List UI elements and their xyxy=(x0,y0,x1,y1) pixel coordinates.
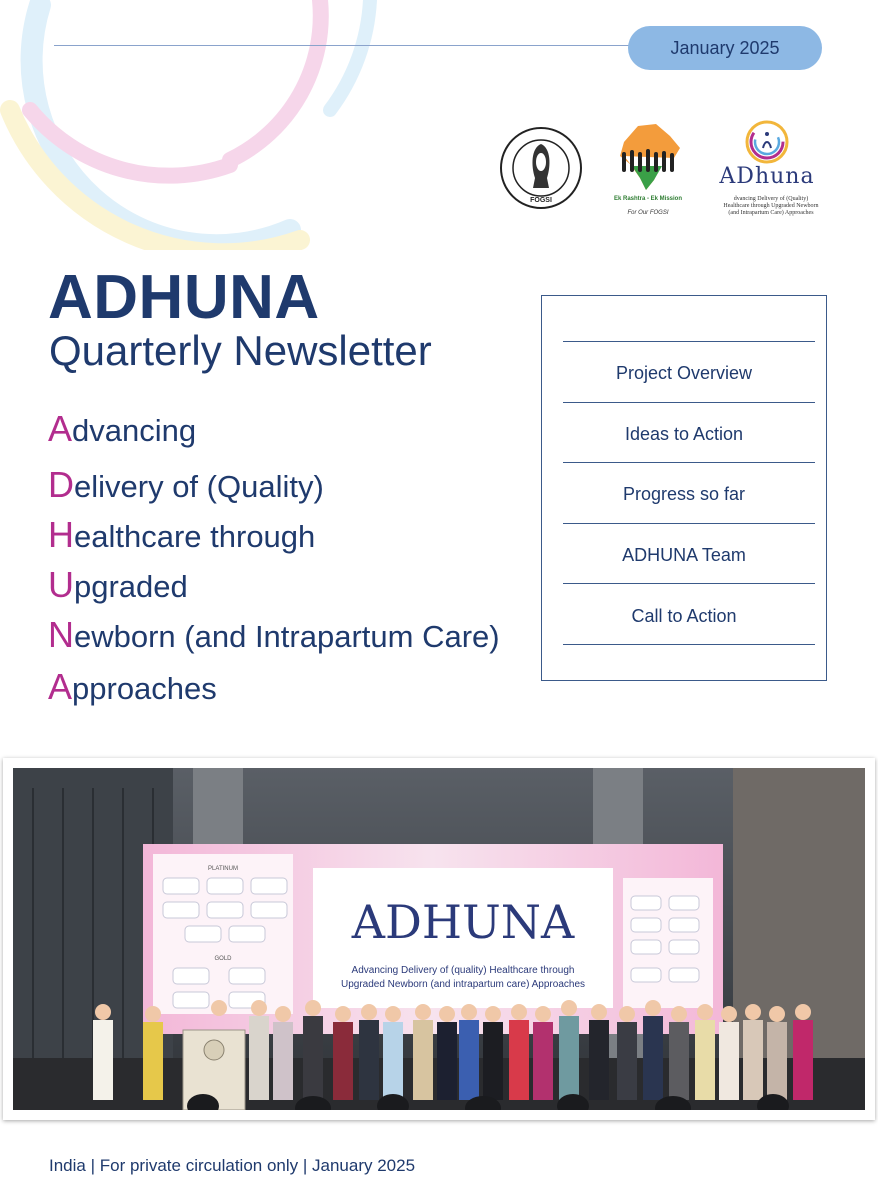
acronym-word: dvancing xyxy=(72,413,197,448)
ek-rashtra-logo xyxy=(608,122,688,218)
acronym-word: ewborn (and Intrapartum Care) xyxy=(74,619,500,654)
acronym-letter: H xyxy=(48,514,74,555)
sponsor-tier-platinum: PLATINUM xyxy=(208,866,238,872)
acronym-line-delivery xyxy=(48,464,324,506)
acronym-line-approaches xyxy=(48,666,217,708)
sponsor-tier-gold: GOLD xyxy=(214,956,232,962)
toc-divider xyxy=(563,644,815,645)
acronym-line-upgraded xyxy=(48,564,188,606)
newsletter-subtitle: Quarterly Newsletter xyxy=(49,327,432,374)
fogsi-logo xyxy=(499,126,583,210)
acronym-word: ealthcare through xyxy=(74,519,316,554)
event-photo xyxy=(13,768,865,1110)
event-photo-frame xyxy=(3,758,875,1120)
ek-rashtra-subline: For Our FOGSI xyxy=(627,210,669,216)
toc-divider xyxy=(563,583,815,584)
toc-item-project-overview[interactable]: Project Overview xyxy=(615,363,753,383)
acronym-word: elivery of (Quality) xyxy=(74,469,324,504)
acronym-line-newborn xyxy=(48,614,500,656)
acronym-letter: A xyxy=(48,408,73,449)
adhuna-logo xyxy=(711,120,831,220)
acronym-line-advancing xyxy=(48,408,196,450)
toc-item-ideas-to-action[interactable]: Ideas to Action xyxy=(624,424,744,444)
toc-item-progress[interactable]: Progress so far xyxy=(622,484,746,504)
acronym-letter: U xyxy=(48,564,74,605)
acronym-word: pproaches xyxy=(72,671,217,706)
partner-logos xyxy=(496,118,836,228)
toc-divider xyxy=(563,462,815,463)
toc-divider xyxy=(563,402,815,403)
adhuna-emblem-icon xyxy=(711,120,831,168)
newsletter-title: ADHUNA xyxy=(48,263,320,332)
date-badge: January 2025 xyxy=(628,26,822,70)
footer-note: India | For private circulation only | January 2025 xyxy=(49,1156,416,1175)
decorative-arcs xyxy=(0,0,400,250)
table-of-contents xyxy=(541,295,827,681)
toc-divider xyxy=(563,523,815,524)
toc-item-team[interactable]: ADHUNA Team xyxy=(622,545,746,565)
banner-line-2: Upgraded Newborn (and intrapartum care) Approaches xyxy=(340,979,586,990)
adhuna-tagline: dvancing Delivery of (Quality) Healthcare through Upgraded Newborn (and Intrapartum Care) Approaches xyxy=(723,196,819,216)
acronym-letter: N xyxy=(48,614,74,655)
india-map-icon xyxy=(608,122,688,194)
toc-divider xyxy=(563,341,815,342)
fogsi-label: FOGSI xyxy=(530,197,552,204)
header-rule xyxy=(54,45,654,46)
adhuna-wordmark: ADhuna xyxy=(719,164,815,189)
toc-item-call-to-action[interactable]: Call to Action xyxy=(631,606,737,626)
acronym-line-healthcare xyxy=(48,514,315,556)
banner-line-1: Advancing Delivery of (quality) Healthcare through xyxy=(351,965,575,976)
ek-rashtra-tagline: Ek Rashtra - Ek Mission xyxy=(613,196,683,202)
acronym-word: pgraded xyxy=(74,569,188,604)
banner-wordmark: ADHUNA xyxy=(351,895,575,949)
acronym-letter: A xyxy=(48,666,73,707)
acronym-letter: D xyxy=(48,464,74,505)
event-photo-illustration xyxy=(13,768,865,1110)
